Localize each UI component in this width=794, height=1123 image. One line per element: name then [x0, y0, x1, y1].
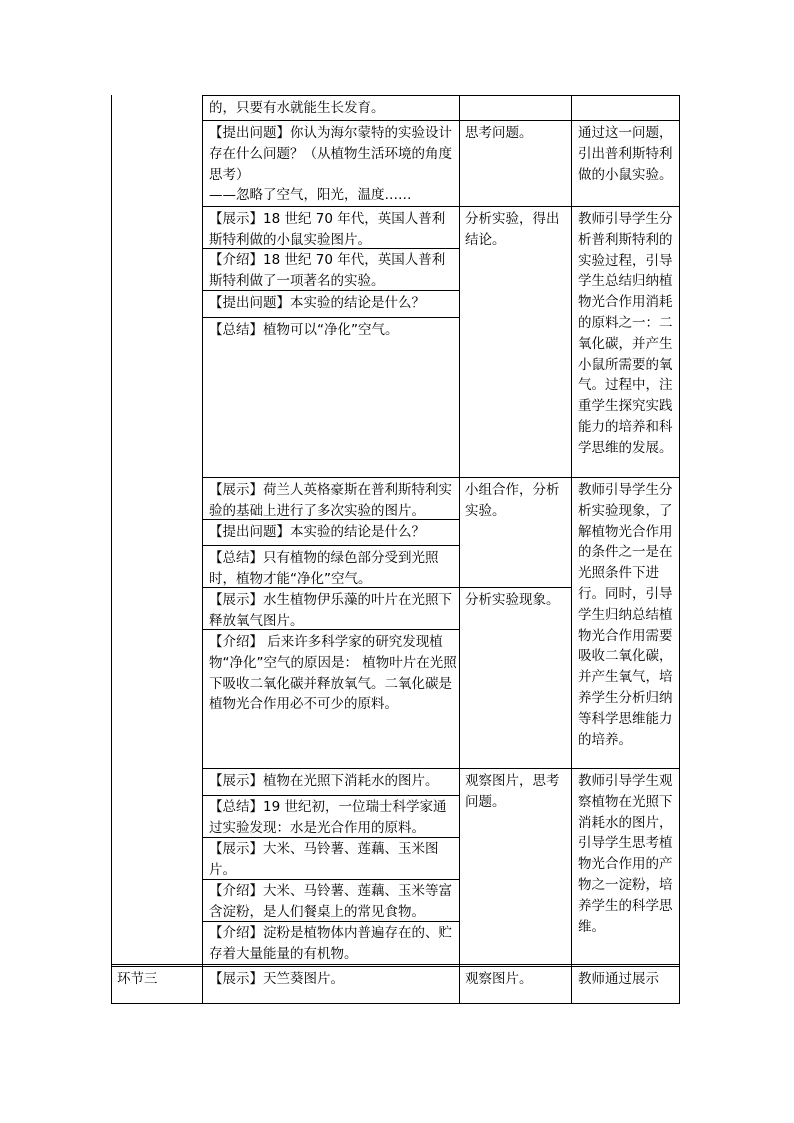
row6-stage-label: 环节三	[117, 971, 158, 987]
row2-summary-cell: 【总结】植物可以“净化”空气。	[209, 322, 399, 338]
row4-show-cell: 【展示】水生植物伊乐藻的叶片在光照下释放氧气图片。	[209, 592, 452, 629]
row3-summary-cell: 【总结】只有植物的绿色部分受到光照时，植物才能“净化”空气。	[209, 550, 439, 587]
row6-student-activity: 观察图片。	[465, 971, 533, 987]
row6-show-cell: 【展示】天竺葵图片。	[209, 971, 344, 987]
row5-intro2-cell: 【介绍】淀粉是植物体内普遍存在的、贮存着大量能量的有机物。	[209, 925, 452, 962]
table-column-divider	[202, 95, 203, 1004]
row0-content-cell: 的，只要有水就能生长发育。	[209, 100, 385, 116]
row1-student-activity: 思考问题。	[465, 125, 533, 141]
table-border-left	[111, 95, 112, 1004]
row5-show-cell: 【展示】植物在光照下消耗水的图片。	[209, 773, 439, 789]
cell-divider	[202, 795, 460, 796]
row4-intro-cell: 【介绍】 后来许多科学家的研究发现植物“净化”空气的原因是： 植物叶片在光照下吸收二氧化碳并释放氧气。二氧化碳是植物光合作用必不可少的原料。	[209, 634, 457, 713]
row-divider	[202, 768, 680, 769]
table-column-divider	[571, 95, 572, 1004]
row2-question-cell: 【提出问题】本实验的结论是什么？	[209, 295, 425, 311]
table-border-top	[202, 95, 680, 96]
row1-content-cell: 【提出问题】你认为海尔蒙特的实验设计存在什么问题？（从植物生活环境的角度思考） ——忽略了空气，阳光，温度……	[209, 125, 452, 204]
cell-divider	[202, 545, 460, 546]
row3-student-activity: 小组合作，分析实验。	[465, 482, 560, 519]
row2-show-cell: 【展示】18 世纪 70 年代，英国人普利斯特利做的小鼠实验图片。	[209, 211, 446, 248]
row1-design-intent: 通过这一问题，引出普利斯特利做的小鼠实验。	[578, 125, 673, 183]
table-column-divider	[459, 95, 460, 1004]
row6-design-intent: 教师通过展示	[578, 971, 659, 987]
row5-design-intent: 教师引导学生观察植物在光照下消耗水的图片，引导学生思考植物光合作用的产物之一淀粉，培养学生的科学思维。	[578, 773, 673, 935]
row3-question-cell: 【提出问题】本实验的结论是什么？	[209, 524, 425, 540]
row-divider	[202, 477, 680, 478]
table-border-right	[679, 95, 680, 1004]
row5-intro-cell: 【介绍】大米、马铃薯、莲藕、玉米等富含淀粉，是人们餐桌上的常见食物。	[209, 883, 452, 920]
row-divider	[202, 120, 680, 121]
row3-show-cell: 【展示】荷兰人英格豪斯在普利斯特利实验的基础上进行了多次实验的图片。	[209, 482, 452, 519]
row5-show2-cell: 【展示】大米、马铃薯、莲藕、玉米图片。	[209, 841, 439, 878]
row-divider	[111, 966, 680, 967]
table-border-bottom	[111, 1003, 680, 1004]
row5-student-activity: 观察图片，思考问题。	[465, 773, 560, 810]
cell-divider	[202, 317, 460, 318]
row3-design-intent: 教师引导学生分析实验现象，了解植物光合作用的条件之一是在光照条件下进行。同时，引导学生归纳总结植物光合作用需要吸收二氧化碳，并产生氧气，培养学生分析归纳等科学思维能力的培养。	[578, 482, 673, 748]
row2-intro-cell: 【介绍】18 世纪 70 年代，英国人普利斯特利做了一项著名的实验。	[209, 252, 446, 289]
row2-student-activity: 分析实验，得出结论。	[465, 211, 560, 248]
row2-design-intent: 教师引导学生分析普利斯特利的实验过程，引导学生总结归纳植物光合作用消耗的原料之一：二氧化碳，并产生小鼠所需要的氧气。过程中，注重学生探究实践能力的培养和科学思维的发展。	[578, 211, 673, 456]
row5-summary-cell: 【总结】19 世纪初，一位瑞士科学家通过实验发现：水是光合作用的原料。	[209, 799, 447, 836]
row4-student-activity: 分析实验现象。	[465, 592, 560, 608]
